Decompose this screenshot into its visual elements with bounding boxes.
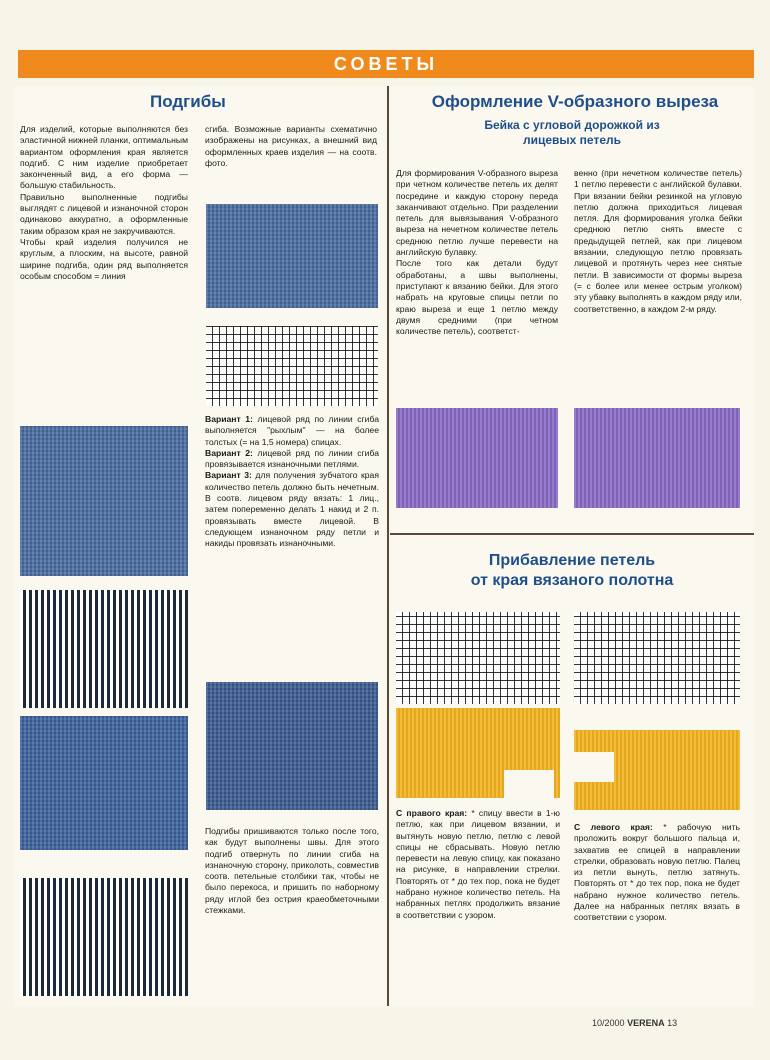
vneck-subtitle: Бейка с угловой дорожкой из лицевых петель xyxy=(484,118,660,147)
vneck-photo-2 xyxy=(574,408,740,508)
vneck-text-col2: венно (при нечетном количестве петель) 1 петлю перевести с английской булавки. При вязании бейки резинкой на угловую петлю должна приходиться лицевая петля. Для формирования уголка бейки среднюю петлю снять вместе с предыдущей петлей, как при лицевом вязании, следующую петлю провязать лицевой и протянуть через нее снятые петли. В зависимости от формы выреза (= с более или менее острым уголком) эту убавку выполнять в каждом ряду или, соответственно, в каждом 2-м ряду. xyxy=(574,168,742,314)
increase-title-line1: Прибавление петель xyxy=(488,552,656,569)
right-edge-label: С правого края: xyxy=(396,808,468,818)
hem-photo-2 xyxy=(20,716,188,850)
right-edge-text xyxy=(396,808,560,921)
vneck-title: Оформление V-образного выреза xyxy=(431,92,719,111)
hem-diagram xyxy=(206,326,378,406)
magazine-brand: VERENA xyxy=(627,1018,665,1028)
hem-diagram-2 xyxy=(20,878,188,996)
variant2-text: лицевой ряд по линии сгиба провязывается изнаночными петлями. xyxy=(205,447,379,470)
page-footer xyxy=(592,1018,677,1028)
variant1-text: лицевой ряд по линии сгиба выполняется "рыхлым" — на более толстых (= на 1,5 номера) спицах. xyxy=(205,414,379,447)
hems-intro-text: Для изделий, которые выполняются без эластичной нижней планки, оптимальным вариантом оформления края является подгиб. С ним изделие приобретает законченный вид, а его форма — большую стабильность. Правильно выполненные подгибы выглядят с лицевой и изнаночной сторон одинаково аккуратно, а оформленные таким образом края не закручиваются. Чтобы край изделия получился не круглым, а плоским, на высоте, равной ширине подгиба, один ряд выполняется особым способом = линия xyxy=(20,124,188,281)
hem-diagram-1 xyxy=(20,590,188,708)
variant2-label: Вариант 2: xyxy=(205,447,253,458)
hem-photo-1 xyxy=(20,426,188,576)
hems-variants-intro: сгиба. Возможные варианты схематично изображены на рисунках, а внешний вид оформленных краев изделия — на соотв. фото. xyxy=(205,124,377,168)
hems-title: Подгибы xyxy=(150,92,226,111)
right-edge-instructions: * спицу ввести в 1-ю петлю, как при лицевом вязании, и вытянуть новую петлю, петлю с левой спицы не сбрасывать. Новую петлю перевести на левую спицу, как показано на рисунке, в направлении стрелки. Повторять от * до тех пор, пока не будет набрано нужное количество петель. На набранных петлях продолжить вязание в соответствии с узором. xyxy=(396,808,560,920)
hem-variants-text xyxy=(205,414,379,550)
variant3-label: Вариант 3: xyxy=(205,470,252,481)
right-edge-diagram xyxy=(396,612,560,704)
left-edge-label: С левого края: xyxy=(574,822,653,832)
increase-title-line2: от края вязаного полотна xyxy=(470,572,674,589)
left-edge-text xyxy=(574,822,740,924)
increase-title xyxy=(390,551,754,591)
page-number: 13 xyxy=(667,1018,678,1028)
section-divider xyxy=(390,533,754,535)
hem-photo-picot xyxy=(206,204,378,308)
left-edge-diagram xyxy=(574,612,740,704)
variant1-label: Вариант 1: xyxy=(205,414,253,424)
vneck-text-col1: Для формирования V-образного выреза при четном количестве петель их делят посредине и каждую сторону переда заканчивают отдельно. При разделении петель для вывязывания V-образного выреза на нечетном количестве петель среднюю петлю лучше перевести на английскую булавку. После того как детали будут обработаны, а швы выполнены, приступают к вязанию бейки. Для этого набрать на круговые спицы петли по краю выреза и еще 1 петлю между двумя средними (при четном количестве петель), соответст- xyxy=(396,168,558,337)
vneck-photo-1 xyxy=(396,408,558,508)
left-edge-swatch xyxy=(574,730,740,810)
issue-number: 10/2000 xyxy=(592,1018,625,1028)
hem-sewing-text: Подгибы пришиваются только после того, как будут выполнены швы. Для этого подгиб отвернуть по линии сгиба на изнаночную сторону, приколоть, совместив соотв. петельные столбики так, чтобы не было перекоса, и пришить по наборному ряду иглой без острия краеобметочными стежками. xyxy=(205,826,379,916)
section-banner: СОВЕТЫ xyxy=(18,50,754,78)
hem-sewing-photo xyxy=(206,682,378,810)
left-edge-instructions: * рабочую нить проложить вокруг большого пальца и, захватив ее спицей в направлении стрелки, образовать новую петлю. Палец из петли вынуть, петлю затянуть. Повторять от * до тех пор, пока не будет набрано нужное количество петель. Далее на набранных петлях вязать в соответствии с узором. xyxy=(574,822,740,923)
variant3-text: для получения зубчатого края количество петель должно быть нечетным. В соотв. лицевом ряду вязать: 1 лиц., затем попеременно делать 1 накид и 2 п. провязывать вместе лицевой. В следующем изнаночном ряду петли и накиды провязать изнаночными. xyxy=(205,470,379,549)
right-edge-swatch xyxy=(396,708,560,798)
column-divider xyxy=(387,86,389,1006)
